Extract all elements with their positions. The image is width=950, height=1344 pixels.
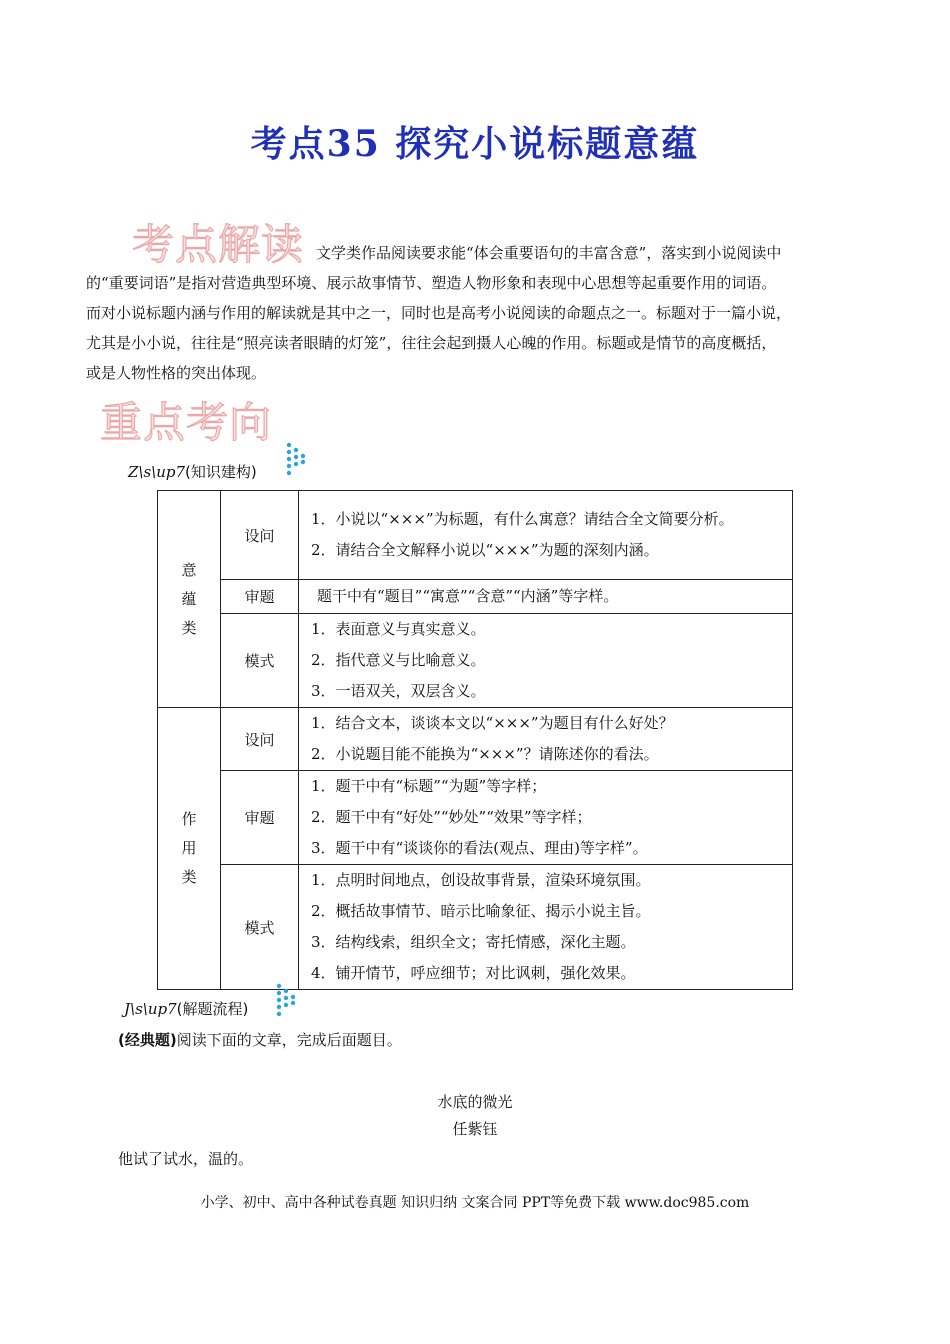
article-title: 水底的微光 [437,1093,513,1111]
paragraph-line: 文学类作品阅读要求能“体会重要语句的丰富含意”，落实到小说阅读中 [316,244,782,262]
dotted-arrow-icon [276,983,300,1017]
knowledge-heading [128,461,257,482]
content-item: 1．题干中有“标题”“为题”等字样； [311,777,547,795]
paragraph-line: 的“重要词语”是指对营造典型环境、展示故事情节、塑造人物形象和表现中心思想等起重要作用的词语。 [86,274,777,292]
category-label: 作用类 [181,810,197,886]
section-label-direction: 重点考向 [100,398,273,447]
content-item: 2．概括故事情节、暗示比喻象征、揭示小说主旨。 [311,902,651,920]
content-item: 2．题干中有“好处”“妙处”“效果”等字样； [311,808,592,826]
knowledge-table [157,490,793,990]
page-title: 考点35 探究小说标题意蕴 [250,123,700,165]
process-heading [124,998,248,1019]
intro-text: 阅读下面的文章，完成后面题目。 [176,1031,402,1049]
content-item: 3．一语双关，双层含义。 [311,682,486,700]
heading-text: (知识建构) [185,463,257,481]
row-content [299,580,793,614]
row-content [299,771,793,865]
question-tag: (经典题) [118,1031,177,1049]
category-label: 意蕴类 [181,560,197,637]
content-item: 1．表面意义与真实意义。 [311,620,486,638]
section-label-analysis: 考点解读 [132,220,305,269]
paragraph-line: 尤其是小小说，往往是“照亮读者眼睛的灯笼”，往往会起到摄人心魄的作用。标题或是情节的高度概括， [86,334,777,352]
page-footer: 小学、初中、高中各种试卷真题 知识归纳 文案合同 PPT等免费下载 www.doc985.com [200,1195,750,1211]
row-label: 模式 [221,865,299,990]
row-content [299,491,793,580]
content-item: 2．指代意义与比喻意义。 [311,651,486,669]
content-item: 1．结合文本，谈谈本文以“×××”为题目有什么好处？ [311,714,674,732]
paragraph-line: 或是人物性格的突出体现。 [86,364,267,382]
article-first-line: 他试了试水，温的。 [118,1150,254,1168]
field-code: Z\s\up7 [128,463,186,481]
row-label: 审题 [221,771,299,865]
heading-text: (解题流程) [176,1000,249,1018]
content-item: 1．小说以“×××”为标题，有什么寓意？请结合全文简要分析。 [311,510,734,528]
content-item: 4．铺开情节，呼应细节；对比讽刺，强化效果。 [311,964,636,982]
article-author: 任紫钰 [452,1120,498,1138]
row-content [299,708,793,771]
content-item: 题干中有“题目”“寓意”“含意”“内涵”等字样。 [317,587,619,605]
analysis-paragraph [86,238,876,388]
category-cell [158,491,221,708]
row-label: 设问 [221,708,299,771]
row-content [299,865,793,990]
content-item: 2．请结合全文解释小说以“×××”为题的深刻内涵。 [311,541,659,559]
content-item: 3．题干中有“谈谈你的看法(观点、理由)等字样”。 [311,839,648,857]
question-intro [118,1029,402,1050]
category-cell [158,708,221,990]
row-label: 模式 [221,614,299,708]
content-item: 2．小说题目能不能换为“×××”？请陈述你的看法。 [311,745,659,763]
content-item: 1．点明时间地点，创设故事背景，渲染环境氛围。 [311,871,651,889]
dotted-arrow-icon [286,442,310,476]
row-label: 设问 [221,491,299,580]
row-label: 审题 [221,580,299,614]
content-item: 3．结构线索，组织全文；寄托情感，深化主题。 [311,933,636,951]
row-content [299,614,793,708]
field-code: J\s\up7 [124,1000,177,1018]
paragraph-line: 而对小说标题内涵与作用的解读就是其中之一，同时也是高考小说阅读的命题点之一。标题对于一篇小说， [86,304,792,322]
